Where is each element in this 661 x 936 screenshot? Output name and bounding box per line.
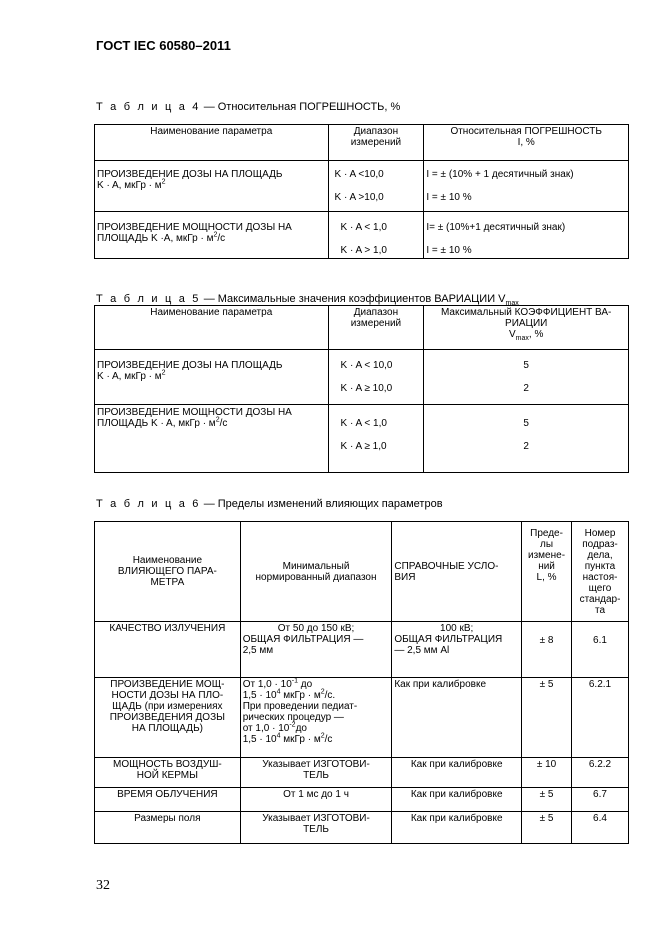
table6-row4-ref: Как при калибровке [392, 788, 522, 812]
table5-row2-range: K · A < 1,0 K · A ≥ 1,0 [328, 405, 424, 473]
table6-row5-ref: Как при калибровке [392, 812, 522, 844]
table6-row3-clause: 6.2.2 [572, 758, 629, 788]
table6-header-min-range: Минимальный нормированный диапазон [240, 522, 392, 622]
table6-row2-name: ПРОИЗВЕДЕНИЕ МОЩ- НОСТИ ДОЗЫ НА ПЛО- ЩАДЬ (при измерениях ПРОИЗВЕДЕНИЯ ДОЗЫ НА ПЛОЩАДЬ) [95, 678, 241, 758]
table4-row1-range: K · A <10,0 K · A >10,0 [328, 161, 424, 212]
table6-row3-ref: Как при калибровке [392, 758, 522, 788]
table4-caption [96, 101, 400, 113]
table6-row1-clause: 6.1 [572, 622, 629, 678]
table6-row1-limit: ± 8 [522, 622, 572, 678]
table-row [95, 758, 629, 788]
table5 [94, 305, 629, 473]
table6-row5-range: Указывает ИЗГОТОВИ- ТЕЛЬ [240, 812, 392, 844]
table5-caption-text: — Максимальные значения коэффициентов ВАРИАЦИИ V [200, 293, 506, 305]
table4-caption-prefix: Т а б л и ц а 4 [96, 101, 201, 113]
table6-row4-clause: 6.7 [572, 788, 629, 812]
table5-header-range: Диапазон измерений [328, 306, 424, 350]
table6-row5-name: Размеры поля [95, 812, 241, 844]
table6-row2-ref: Как при калибровке [392, 678, 522, 758]
table6-row1-ref: 100 кВ; ОБЩАЯ ФИЛЬТРАЦИЯ — 2,5 мм Al [392, 622, 522, 678]
table6 [94, 521, 629, 844]
table5-row1-range: K · A < 10,0 K · A ≥ 10,0 [328, 350, 424, 405]
table6-row1-range: От 50 до 150 кВ; ОБЩАЯ ФИЛЬТРАЦИЯ — 2,5 мм [240, 622, 392, 678]
table-row [95, 350, 629, 405]
table5-header-param: Наименование параметра [95, 306, 329, 350]
table6-caption [96, 498, 443, 510]
table4-row1-param: ПРОИЗВЕДЕНИЕ ДОЗЫ НА ПЛОЩАДЬ K · A, мкГр · $м^2$ [95, 161, 329, 212]
table6-row3-name: МОЩНОСТЬ ВОЗДУШ- НОЙ КЕРМЫ [95, 758, 241, 788]
table6-caption-prefix: Т а б л и ц а 6 [96, 498, 201, 510]
table6-row4-limit: ± 5 [522, 788, 572, 812]
table5-row2-value: 5 2 [424, 405, 629, 473]
table4 [94, 124, 629, 259]
table4-row2-param: ПРОИЗВЕДЕНИЕ МОЩНОСТИ ДОЗЫ НА ПЛОЩАДЬ K ·A, мкГр · $м^2/с$ [95, 212, 329, 259]
table-row [95, 161, 629, 212]
table4-row1-error: I = ± (10% + 1 десятичный знак) I = ± 10 % [424, 161, 629, 212]
table-row [95, 678, 629, 758]
table5-caption: Т а б л и ц а 5 — Максимальные значения коэффициентов ВАРИАЦИИ $V_{max}$ [96, 293, 519, 308]
table6-row2-range: От $1,0 \cdot 10^{-1}$ до $1,5 \cdot 10^4$ мкГр · $м^2/с$. При проведении педиат- рических процедур — от $1,0 \cdot 10^{-2}до$ $1,5 \cdot 10^4$ мкГр · $м^2/с$ [240, 678, 392, 758]
table5-row1-value: 5 2 [424, 350, 629, 405]
document-header: ГОСТ IEC 60580–2011 [96, 38, 231, 53]
page-number: 32 [96, 878, 110, 893]
table4-header-row [95, 125, 629, 161]
table6-row3-range: Указывает ИЗГОТОВИ- ТЕЛЬ [240, 758, 392, 788]
table4-header-param: Наименование параметра [95, 125, 329, 161]
table5-caption-prefix: Т а б л и ц а 5 [96, 293, 201, 305]
table6-header-clause: Номер подраз- дела, пункта настоя- щего стандар- та [572, 522, 629, 622]
table6-row3-limit: ± 10 [522, 758, 572, 788]
table5-header-row [95, 306, 629, 350]
table-row [95, 622, 629, 678]
table-row [95, 212, 629, 259]
table6-header-ref: СПРАВОЧНЫЕ УСЛО- ВИЯ [392, 522, 522, 622]
table4-caption-text: — Относительная ПОГРЕШНОСТЬ, % [200, 101, 401, 113]
table5-row1-param: ПРОИЗВЕДЕНИЕ ДОЗЫ НА ПЛОЩАДЬ K · A, мкГр · $м^2$ [95, 350, 329, 405]
table6-row5-clause: 6.4 [572, 812, 629, 844]
table4-header-error: Относительная ПОГРЕШНОСТЬ I, % [424, 125, 629, 161]
table6-row2-clause: 6.2.1 [572, 678, 629, 758]
table6-row4-name: ВРЕМЯ ОБЛУЧЕНИЯ [95, 788, 241, 812]
table5-header-variation: Максимальный КОЭФФИЦИЕНТ ВА- РИАЦИИ $V_{max}$, % [424, 306, 629, 350]
table4-row2-range: K · A < 1,0 K · A > 1,0 [328, 212, 424, 259]
table6-header-name: Наименование ВЛИЯЮЩЕГО ПАРА- МЕТРА [95, 522, 241, 622]
table-row [95, 812, 629, 844]
table5-row2-param: ПРОИЗВЕДЕНИЕ МОЩНОСТИ ДОЗЫ НА ПЛОЩАДЬ K · A, мкГр · $м^2/с$ [95, 405, 329, 473]
table6-row1-name: КАЧЕСТВО ИЗЛУЧЕНИЯ [95, 622, 241, 678]
table-row [95, 788, 629, 812]
table4-row2-error: I= ± (10%+1 десятичный знак) I = ± 10 % [424, 212, 629, 259]
table4-header-range: Диапазон измерений [328, 125, 424, 161]
table6-header-row [95, 522, 629, 622]
table6-caption-text: — Пределы изменений влияющих параметров [200, 498, 443, 510]
table6-row5-limit: ± 5 [522, 812, 572, 844]
table6-header-limits: Преде- лы измене- ний L, % [522, 522, 572, 622]
table6-row4-range: От 1 мс до 1 ч [240, 788, 392, 812]
table6-row2-limit: ± 5 [522, 678, 572, 758]
table-row [95, 405, 629, 473]
